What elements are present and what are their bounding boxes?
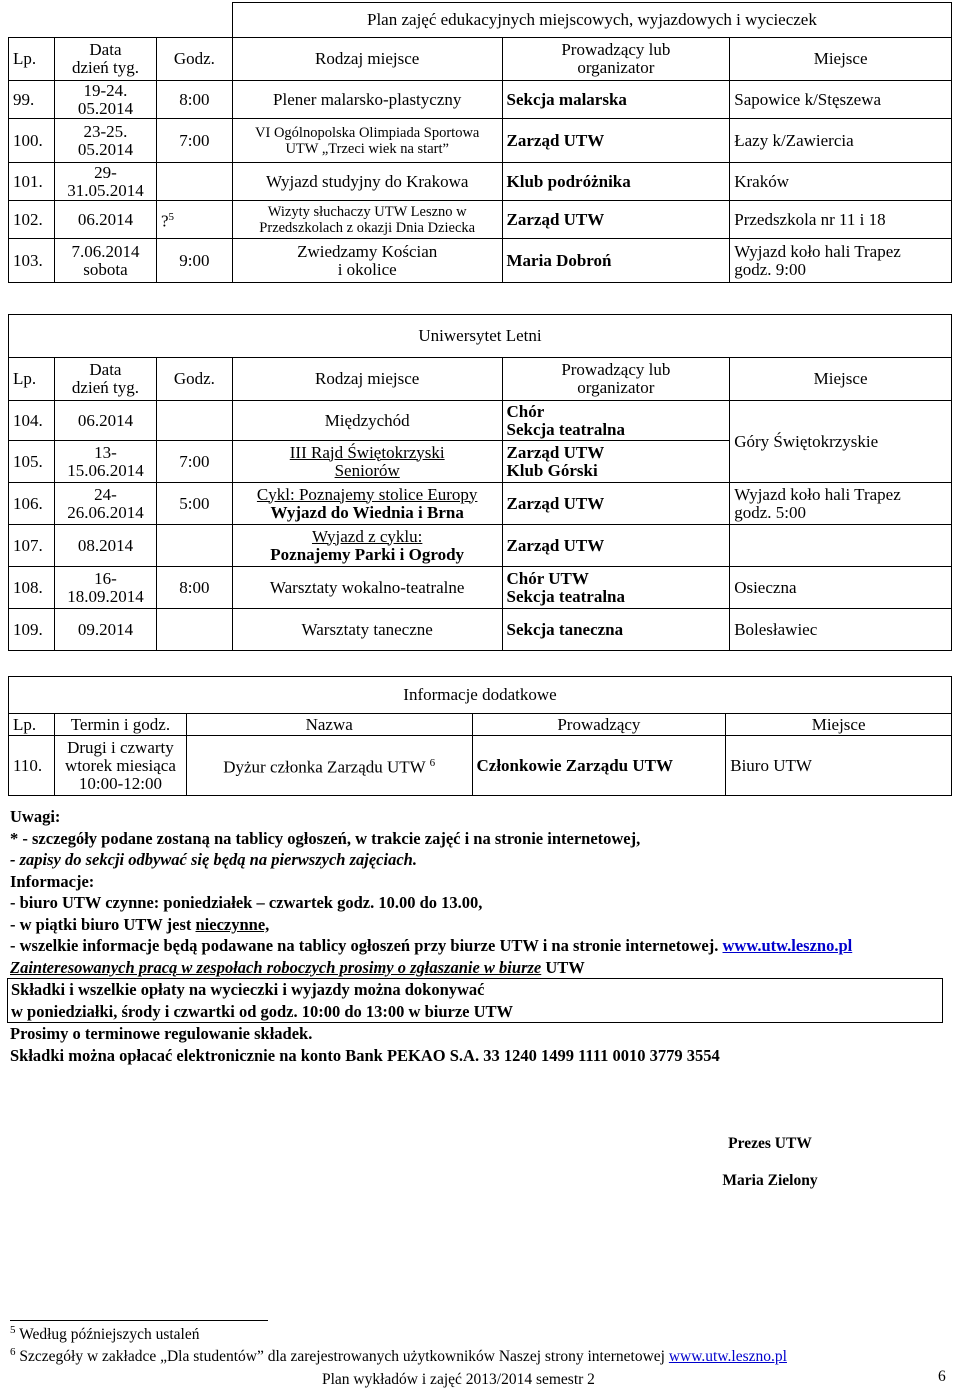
table-row: 109. 09.2014 Warsztaty taneczne Sekcja taneczna Bolesławiec [9,609,952,651]
col-organizer: Prowadzący lub organizator [502,38,730,81]
table-row: 105. 13- 15.06.2014 7:00 III Rajd Świętokrzyski Seniorów Zarząd UTW Klub Górski [9,441,952,483]
additional-info-table: Informacje dodatkowe Lp. Termin i godz. Nazwa Prowadzący Miejsce 110. Drugi i czwarty wtorek miesiąca 10:00-12:00 Dyżur członka Zarządu UTW $^6$ Członkowie Zarządu UTW Biuro UTW [8,676,952,796]
table-row: 110. Drugi i czwarty wtorek miesiąca 10:00-12:00 Dyżur członka Zarządu UTW $^6$ Członkowie Zarządu UTW Biuro UTW [9,736,952,796]
table-title: Uniwersytet Letni [9,315,952,358]
signature-name: Maria Zielony [722,1172,818,1189]
table-row: 101. 29- 31.05.2014 Wyjazd studyjny do Krakowa Klub podróżnika Kraków [9,163,952,201]
table-row: 100. 23-25. 05.2014 7:00 VI Ogólnopolska Olimpiada Sportowa UTW „Trzeci wiek na start” Zarząd UTW Łazy k/Zawiercia [9,119,952,163]
table-title: Plan zajęć edukacyjnych miejscowych, wyjazdowych i wycieczek [232,3,951,38]
col-place: Miejsce [730,38,952,81]
website-link[interactable]: www.utw.leszno.pl [722,936,853,955]
page-number: 6 [938,1368,946,1385]
table-row: 103. 7.06.2014 sobota 9:00 Zwiedzamy Kościan i okolice Maria Dobroń Wyjazd koło hali Trapez godz. 9:00 [9,239,952,283]
signature-role: Prezes UTW [728,1135,812,1152]
col-lp: Lp. [9,38,55,81]
footnote-divider [10,1320,268,1321]
table-title: Informacje dodatkowe [9,677,952,714]
table-row: 106. 24- 26.06.2014 5:00 Cykl: Poznajemy stolice Europy Wyjazd do Wiednia i Brna Zarząd UTW Wyjazd koło hali Trapez godz. 5:00 [9,483,952,525]
summer-university-table: Uniwersytet Letni Lp. Data dzień tyg. Godz. Rodzaj miejsce Prowadzący lub organizator Miejsce 104. 06.2014 Międzychód Chór Sekcja teatralna Góry Świętokrzyskie 105. 13- 15.06.2014 7:00 III Rajd Świętokrzyski Seniorów Zarząd UTW Klub Górski 106. 24- 26.06.2014 5:00 Cykl: Poznajemy stolice Europy Wyjazd do Wiednia i Brna Zarząd UTW Wyjazd koło hali Trapez godz. 5:00 107. 08.2014 Wyjazd z cyklu: Poznajemy Parki i Ogrody Zarząd UTW 108. 16- 18.09.2014 8:00 Warsztaty wokalno-teatralne Chór UTW Sekcja teatralna Osieczna 109. 09.2014 Warsztaty taneczne Sekcja taneczna Bolesławiec [8,314,952,651]
table-row: 102. 06.2014 ?$^5$ Wizyty słuchaczy UTW Leszno w Przedszkolach z okazji Dnia Dziecka Zarząd UTW Przedszkola nr 11 i 18 [9,201,952,239]
col-time: Godz. [156,38,232,81]
table-row: 99. 19-24. 05.2014 8:00 Plener malarsko-plastyczny Sekcja malarska Sapowice k/Stęszewa [9,81,952,119]
table-row: 108. 16- 18.09.2014 8:00 Warsztaty wokalno-teatralne Chór UTW Sekcja teatralna Osieczna [9,567,952,609]
table-row: 107. 08.2014 Wyjazd z cyklu: Poznajemy Parki i Ogrody Zarząd UTW [9,525,952,567]
schedule-table [8,2,952,283]
col-type: Rodzaj miejsce [232,38,502,81]
fees-box: Składki i wszelkie opłaty na wycieczki i wyjazdy można dokonywać w poniedziałki, środy i czwartki od godz. 10:00 do 13:00 w biurze UTW [7,978,943,1023]
footnote-5: $^5$ Według późniejszych ustaleń [10,1324,200,1344]
table-row: 104. 06.2014 Międzychód Chór Sekcja teatralna Góry Świętokrzyskie [9,401,952,441]
col-date: Data dzień tyg. [54,38,156,81]
footnote-6: $^6$ Szczegóły w zakładce „Dla studentów” dla zarejestrowanych użytkowników Naszej strony internetowej www.utw.leszno.pl [10,1346,787,1366]
notes-section: Uwagi: * - szczegóły podane zostaną na tablicy ogłoszeń, w trakcie zajęć i na stronie internetowej, - zapisy do sekcji odbywać się będą na pierwszych zajęciach. Informacje: - biuro UTW czynne: poniedziałek – czwartek godz. 10.00 do 13.00, - w piątki biuro UTW jest nieczynne, - wszelkie informacje będą podawane na tablicy ogłoszeń przy biurze UTW i na stronie internetowej. www.utw.leszno.pl Zainteresowanych pracą w zespołach roboczych prosimy o zgłaszanie w biurze UTW Składki i wszelkie opłaty na wycieczki i wyjazdy można dokonywać w poniedziałki, środy i czwartki od godz. 10:00 do 13:00 w biurze UTW Prosimy o terminowe regulowanie składek. Składki można opłacać elektronicznie na konto Bank PEKAO S.A. 33 1240 1499 1111 0010 3779 3554 [10,806,950,1066]
footnote-link[interactable]: www.utw.leszno.pl [668,1348,787,1366]
page-footer: Plan wykładów i zajęć 2013/2014 semestr 2 [322,1371,595,1388]
